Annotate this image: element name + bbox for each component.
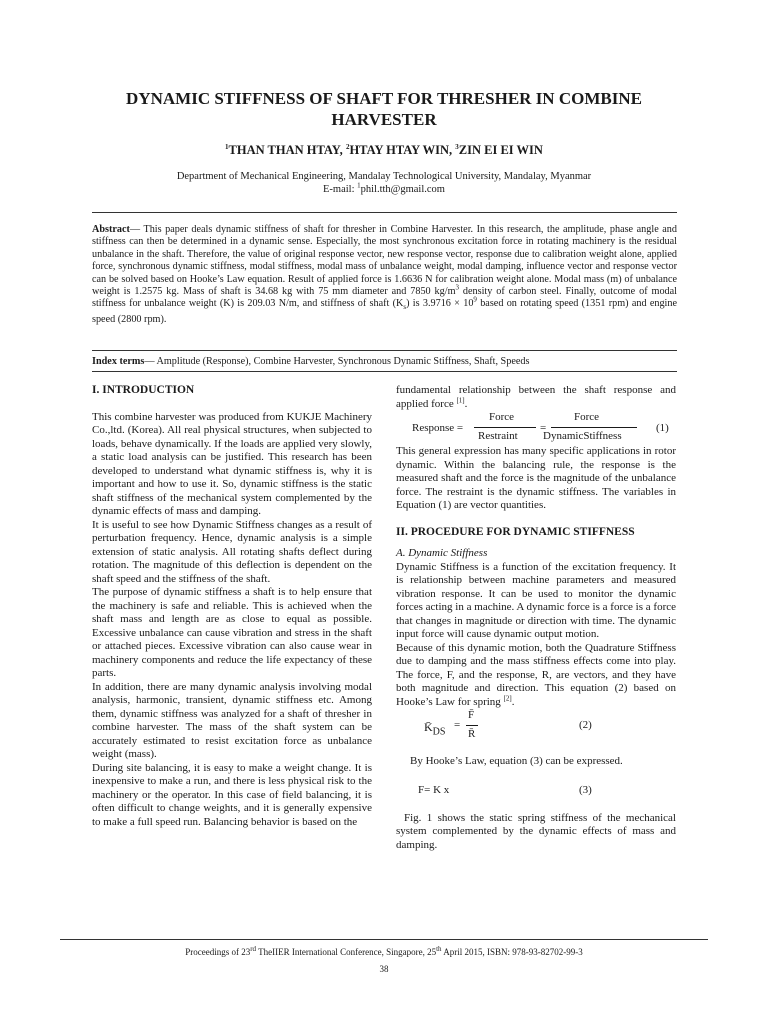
eq1-equals: = <box>540 422 547 434</box>
eq2-lhs-subscript: DS <box>432 726 446 738</box>
continued-text-end: . <box>464 397 468 410</box>
subsection-heading-dynamic-stiffness: A. Dynamic Stiffness <box>396 547 488 559</box>
eq1-denominator-1: Restraint <box>478 430 518 442</box>
author-3-affil-mark: 3 <box>455 142 459 151</box>
footer-rule <box>60 939 708 940</box>
footer-text-3: April 2015, ISBN: 978-93-82702-99-3 <box>441 947 583 957</box>
abstract-exp-sup: 9 <box>473 296 477 305</box>
email-line <box>80 183 688 196</box>
abstract <box>92 224 677 326</box>
eq2-lhs <box>424 721 445 739</box>
email-address: phil.tth@gmail.com <box>360 184 445 195</box>
footer-text-2: TheIIER International Conference, Singapore, 25 <box>256 947 437 957</box>
intro-paragraph-5: During site balancing, it is easy to make a weight change. It is inexpensive to make a run, and there is less physical risk to the machinery or the operator. In this case of field balancing, it is often difficult to change weights, and it is generally expensive to make a full speed run. Balancing behavior is based on the <box>92 761 372 828</box>
section-heading-introduction: I. INTRODUCTION <box>92 384 195 396</box>
dynamic-stiffness-text: Because of this dynamic motion, both the Quadrature Stiffness due to damping and the mass stiffness effects come into play. The force, F, and the response, R, are vectors, and they have both magnitude and direction. This equation (2) based on Hooke’s Law for spring <box>396 641 676 708</box>
continued-paragraph <box>396 384 676 411</box>
equation-1 <box>396 411 676 445</box>
abstract-text-2: density of carbon steel. Finally, outcome of modal stiffness for unbalance weight (K) is 209.03 N/m, and stiffness of shaft (K <box>92 286 677 310</box>
left-column <box>92 384 372 829</box>
index-terms <box>92 356 677 367</box>
abstract-label: Abstract <box>92 224 130 235</box>
equation-3 <box>396 782 676 804</box>
right-column <box>396 384 676 852</box>
intro-paragraph-2: It is useful to see how Dynamic Stiffness changes as a result of perturbation frequency. Hence, dynamic analysis is a simple extension of static analysis. All rotating shafts deflect during rotation. The magnitude of this deflection is dependent on the shaft speed and the stiffness of the shaft. <box>92 518 372 585</box>
abstract-top-rule <box>92 212 677 213</box>
eq1-denominator-2: DynamicStiffness <box>543 430 622 442</box>
index-top-rule <box>92 350 677 351</box>
figure-reference-paragraph: Fig. 1 shows the static spring stiffness of the mechanical system complemented by the dynamic effects of mass and damping. <box>396 811 676 851</box>
eq2-equals: = <box>454 719 461 731</box>
footer-text-1: Proceedings of 23 <box>185 947 251 957</box>
eq2-number: (2) <box>579 719 592 731</box>
intro-paragraph-3: The purpose of dynamic stiffness a shaft is to help ensure that the machinery is safe and reliable. This is achieved when the shaft mass and length are as close to equal as possible. Excessive unbalance can cause vibration and stress in the shaft or attached pieces. Excessive vibration can also cause wear in machinery components and reduce the life expectancy of these parts. <box>92 586 372 679</box>
index-terms-text: — Amplitude (Response), Combine Harvester, Synchronous Dynamic Stiffness, Shaft, Speeds <box>144 356 530 367</box>
rotor-paragraph: This general expression has many specific applications in rotor dynamic. Within the balancing rule, the response is the measured shaft and the force is the magnitude of the unbalance force. The restraint is the dynamic stiffness. The variables in Equation (1) are vector quantities. <box>396 445 676 511</box>
index-bottom-rule <box>92 371 677 372</box>
abstract-text-3: ) is 3.9716 × 10 <box>406 298 474 310</box>
section-heading-procedure: II. PROCEDURE FOR DYNAMIC STIFFNESS <box>396 525 635 538</box>
continued-text: fundamental relationship between the shaft response and applied force <box>396 384 676 410</box>
department: Department of Mechanical Engineering, Mandalay Technological University, Mandalay, Myanmar <box>176 171 592 182</box>
abstract-sub: s <box>403 303 407 312</box>
eq3-number: (3) <box>579 783 592 796</box>
eq1-numerator-2: Force <box>574 411 600 423</box>
eq2-numerator: F̄ <box>468 709 475 721</box>
citation-2: [2] <box>503 693 512 702</box>
eq1-numerator-1: Force <box>489 411 515 423</box>
eq2-lhs-symbol: K̄ <box>424 720 433 734</box>
footer-ordinal-1: rd <box>250 945 257 953</box>
eq2-fraction-bar <box>466 725 478 726</box>
abstract-text-4: based on rotating speed (1351 rpm) and engine speed (2800 rpm). <box>92 298 677 325</box>
dynamic-stiffness-paragraph-1: Dynamic Stiffness is a function of the excitation frequency. It is relationship between machine parameters and measured vibration response. It can be used to monitor the dynamic forces acting in a machine. A dynamic force is a force is a force that changes in magnitude or direction with time. The dynamic input force will cause dynamic output motion. <box>396 560 676 640</box>
dynamic-stiffness-text-end: . <box>511 695 515 708</box>
hookes-law-line: By Hooke’s Law, equation (3) can be expressed. <box>410 755 623 767</box>
intro-paragraph-4: In addition, there are many dynamic analysis involving modal analysis, harmonic, transient, dynamic stiffness etc. Among them, dynamic stiffness was analyzed for a shaft of thresher in combine harvester. The mass of the shaft system can be accurately estimated to resist excitation force as unbalance weight (mass). <box>92 680 372 760</box>
author-3: ZIN EI EI WIN <box>458 143 543 157</box>
author-list <box>80 143 688 158</box>
eq2-denominator: R̄ <box>468 728 476 740</box>
intro-paragraph-1: This combine harvester was produced from KUKJE Machinery Co.,ltd. (Korea). All real physical structures, when subjected to loads, behave dynamically. If the loads are applied very slowly, a static load analysis can be justified. This research has been developed to understand what dynamic stiffness is, why it is important and how to use it. So, dynamic stiffness is the static shaft stiffness of the mechanical system complemented by the dynamic effects of mass and damping. <box>92 410 372 517</box>
eq1-number: (1) <box>656 422 669 434</box>
email-label: E-mail: <box>323 184 358 195</box>
author-2: HTAY HTAY WIN, <box>349 143 456 157</box>
abstract-unit-sup: 3 <box>455 283 459 292</box>
title-line-1: DYNAMIC STIFFNESS OF SHAFT FOR THRESHER IN COMBINE <box>126 89 642 108</box>
footer-ordinal-2: th <box>436 945 442 953</box>
index-terms-label: Index terms <box>92 356 145 367</box>
eq1-fraction-bar-1 <box>474 427 536 428</box>
eq1-lhs: Response = <box>412 422 464 434</box>
affiliation <box>80 170 688 196</box>
footer-proceedings <box>60 947 708 957</box>
author-1: THAN THAN HTAY, <box>228 143 346 157</box>
abstract-text: — This paper deals dynamic stiffness of shaft for thresher in Combine Harvester. In this research, the amplitude, phase angle and stiffness can then be determined in a dynamic sense. Especially, the most synchronous excitation force in rotating machinery is the residual unbalance in the shaft. Therefore, the value of original response vector, new response vector, response due to calibration weight alone, applied force, synchronous dynamic stiffness, modal stiffness, modal mass of unbalance weight, modal damping, influence vector and response vector can be solved based on Hooke’s Law equation. Result of applied force is 1.6636 N for calibration weight alone. Modal mass (m) of unbalance weight is 1.2575 kg. Mass of shaft is 34.68 kg with 75 mm diameter and 7850 kg/m <box>92 224 677 298</box>
title-line-2: HARVESTER <box>331 110 437 129</box>
equation-2 <box>396 709 676 747</box>
email-affil-mark: 1 <box>357 181 361 190</box>
author-1-affil-mark: 1 <box>225 142 229 151</box>
dynamic-stiffness-paragraph-2 <box>396 642 676 710</box>
eq1-fraction-bar-2 <box>551 427 637 428</box>
paper-title <box>80 88 688 130</box>
citation-1: [1] <box>456 395 465 404</box>
author-2-affil-mark: 2 <box>345 142 350 151</box>
page-number: 38 <box>379 964 389 974</box>
eq3-expression: F= K x <box>418 783 450 796</box>
